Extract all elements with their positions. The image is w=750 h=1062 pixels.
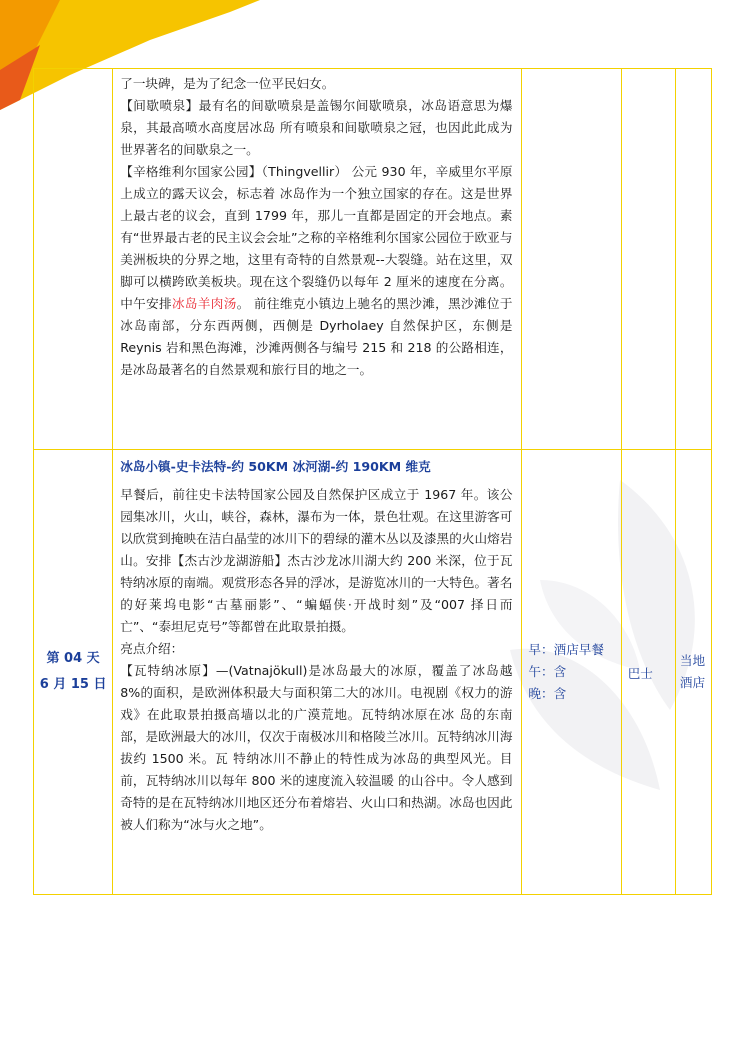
hotel-label: 当地酒店: [679, 653, 706, 690]
description-paragraph: [120, 161, 512, 381]
route-heading: 冰岛小镇-史卡法特-约 50KM 冰河湖-约 190KM 维克: [120, 459, 431, 474]
description-cell: [113, 69, 522, 450]
transport-cell-empty: [621, 69, 675, 450]
day-cell: [34, 450, 113, 895]
description-text: 。 前往维克小镇边上驰名的黑沙滩，黑沙滩位于冰岛南部，分东西两侧，西侧是 Dyrholaey 自然保护区，东侧是 Reynis 岩和黑色海滩，沙滩两侧各与编号 215 和 218 的公路相连，是冰岛最著名的自然景观和旅行目的地之一。: [120, 296, 513, 377]
itinerary-table: [33, 68, 712, 895]
breakfast-label: 早：酒店早餐: [528, 642, 604, 657]
day-cell-empty: [34, 69, 113, 450]
meal-cell-empty: [522, 69, 621, 450]
dinner-label: 晚：含: [528, 686, 567, 701]
hotel-cell: [675, 450, 711, 895]
description-paragraph: 亮点介绍：: [120, 641, 184, 656]
meal-highlight: 冰岛羊肉汤: [171, 296, 237, 311]
description-cell: [113, 450, 522, 895]
description-paragraph: 【间歇喷泉】最有名的间歇喷泉是盖锡尔间歇喷泉，冰岛语意思为爆泉，其最高喷水高度居冰岛 所有喷泉和间歇喷泉之冠，也因此此成为世界著名的间歇泉之一。: [120, 98, 513, 157]
meal-cell: [522, 450, 621, 895]
hotel-cell-empty: [675, 69, 711, 450]
lunch-label: 午：含: [528, 664, 567, 679]
table-row: [34, 69, 712, 450]
day-label: 第 04 天: [46, 651, 100, 666]
table-row: [34, 450, 712, 895]
description-paragraph: 了一块碑，是为了纪念一位平民妇女。: [120, 76, 335, 91]
transport-label: 巴士: [627, 665, 653, 681]
description-paragraph: 早餐后，前往史卡法特国家公园及自然保护区成立于 1967 年。该公园集冰川，火山，峡谷，森林，瀑布为一体，景色壮观。在这里游客可以欣赏到掩映在洁白晶莹的冰川下的碧绿的灌木丛以及漆黑的火山熔岩山。安排【杰古沙龙湖游船】杰古沙龙冰川湖大约 200 米深，位于瓦特纳冰原的南端。观赏形态各异的浮冰，是游览冰川的一大特色。著名的好莱坞电影“古墓丽影”、“蝙蝠侠·开战时刻”及“007 择日而亡”、“泰坦尼克号”等都曾在此取景拍摄。: [120, 487, 513, 634]
description-paragraph: 【瓦特纳冰原】—(Vatnajökull)是冰岛最大的冰原，覆盖了冰岛越 8%的面积，是欧洲体积最大与面积第二大的冰川。电视剧《权力的游戏》在此取景拍摄高墙以北的广漠荒地。瓦特纳冰原在冰 岛的东南部，是欧洲最大的冰川，仅次于南极冰川和格陵兰冰川。瓦特纳冰川海拔约 1500 米。瓦 特纳冰川不静止的特性成为冰岛的典型风光。目前，瓦特纳冰川以每年 800 米的速度流入较温暖 的山谷中。令人感到奇特的是在瓦特纳冰川地区还分布着熔岩、火山口和热湖。冰岛也因此被人们称为“冰与火之地”。: [120, 663, 513, 832]
transport-cell: [621, 450, 675, 895]
description-text: 【辛格维利尔国家公园】（Thingvellir） 公元 930 年，辛威里尔平原上成立的露天议会，标志着 冰岛作为一个独立国家的存在。这是世界上最古老的议会，直到 1799 年，那儿一直都是固定的开会地点。素有“世界最古老的民主议会会址”之称的辛格维利尔国家公园位于欧亚与美洲板块的分界之地，这里有奇特的自然景观--大裂缝。站在这里，双脚可以横跨欧美板块。现在这个裂缝仍以每年 2 厘米的速度在分离。 中午安排: [120, 164, 513, 311]
date-label: 6 月 15 日: [39, 677, 107, 692]
